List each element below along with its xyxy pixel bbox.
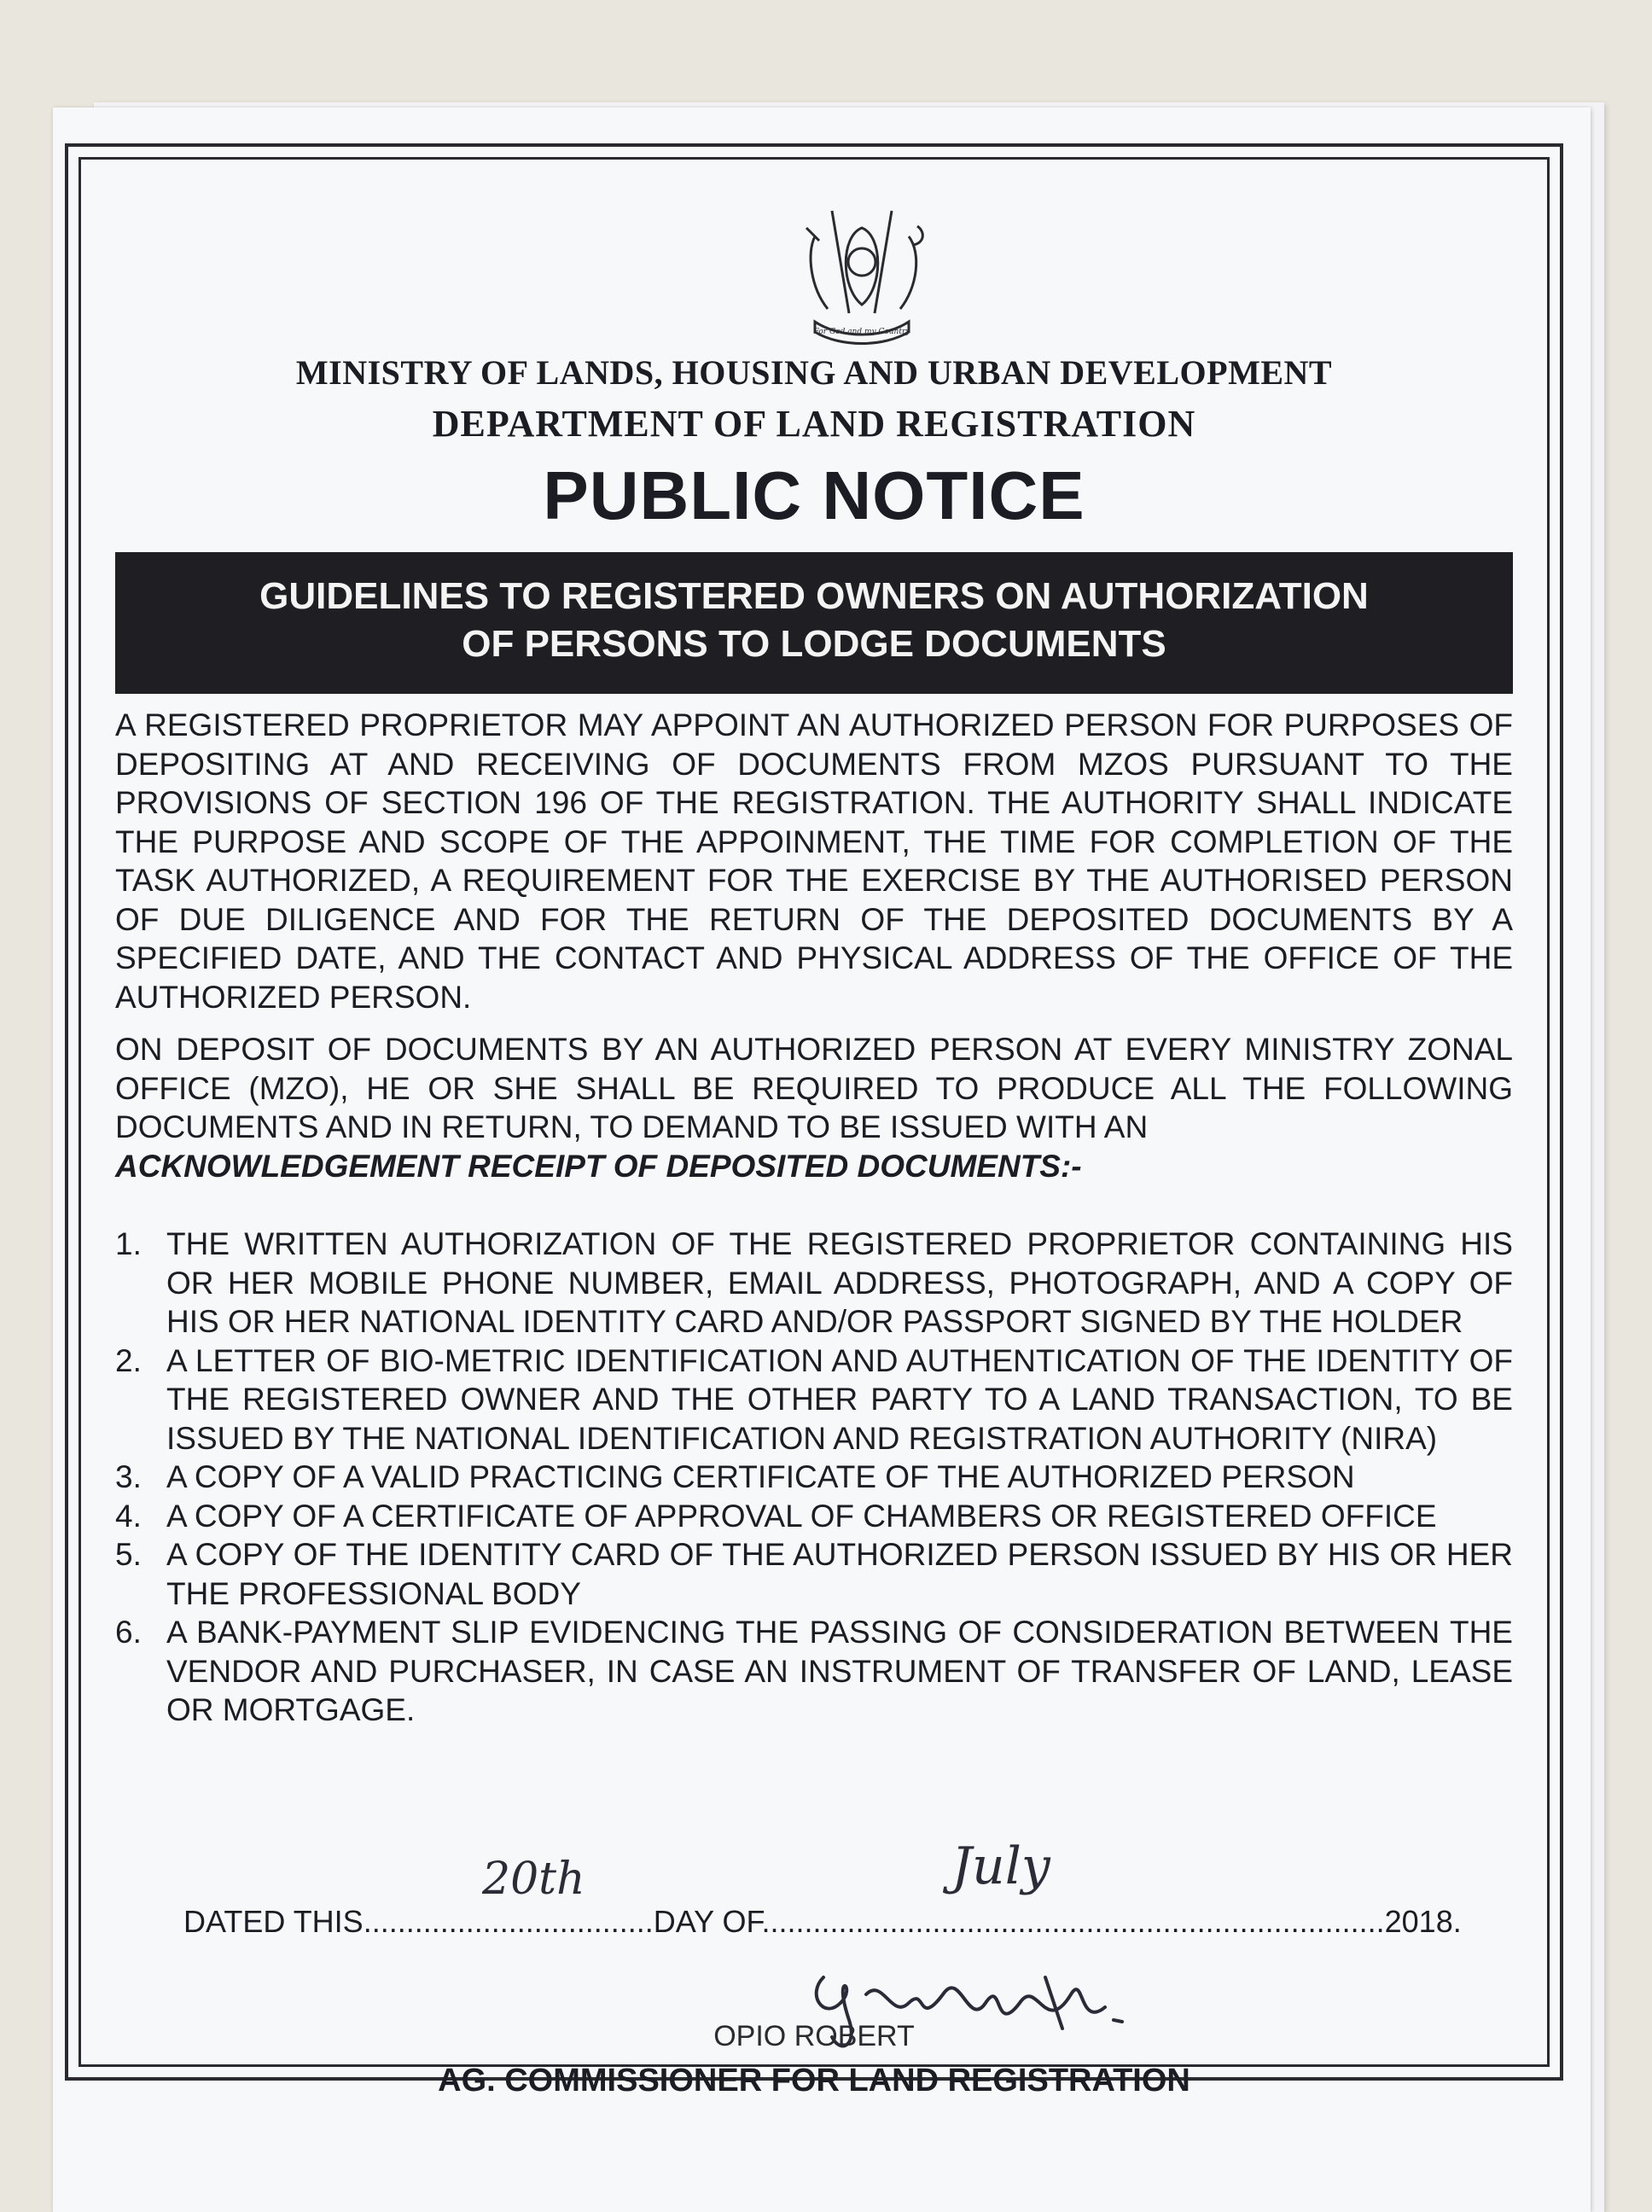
list-item <box>115 1458 1513 1497</box>
required-documents-list <box>115 1225 1513 1730</box>
list-item <box>115 1497 1513 1536</box>
coat-of-arms-icon <box>781 202 943 347</box>
list-item-number: 6. <box>115 1615 142 1650</box>
list-item-text: A COPY OF A VALID PRACTICING CERTIFICATE OF THE AUTHORIZED PERSON <box>166 1459 1355 1494</box>
notice-content <box>115 185 1513 2098</box>
list-item-text: A COPY OF A CERTIFICATE OF APPROVAL OF CHAMBERS OR REGISTERED OFFICE <box>166 1498 1437 1534</box>
list-item-number: 1. <box>115 1226 142 1261</box>
list-item-number: 4. <box>115 1498 142 1534</box>
dated-dots-month: ......................................................................... <box>761 1904 1385 1939</box>
notice-sheet <box>53 108 1591 2212</box>
list-item-number: 2. <box>115 1342 142 1378</box>
list-item <box>115 1342 1513 1458</box>
signer-title: AG. COMMISSIONER FOR LAND REGISTRATION <box>438 2063 1190 2098</box>
list-item-text: A COPY OF THE IDENTITY CARD OF THE AUTHORIZED PERSON ISSUED BY HIS OR HER THE PROFESSIONAL BODY <box>166 1537 1513 1611</box>
handwritten-month: July <box>951 1837 1050 1896</box>
list-item-number: 5. <box>115 1537 142 1572</box>
list-item-text: A LETTER OF BIO-METRIC IDENTIFICATION AND AUTHENTICATION OF THE IDENTITY OF THE REGISTERED OWNER AND THE OTHER PARTY TO A LAND TRANSACTION, TO BE ISSUED BY THE NATIONAL IDENTIFICATION AND REGISTRATION AUTHORITY (NIRA) <box>166 1342 1513 1456</box>
list-item-text: THE WRITTEN AUTHORIZATION OF THE REGISTERED PROPRIETOR CONTAINING HIS OR HER MOBILE PHONE NUMBER, EMAIL ADDRESS, PHOTOGRAPH, AND A COPY OF HIS OR HER NATIONAL IDENTITY CARD AND/OR PASSPORT SIGNED BY THE HOLDER <box>166 1226 1513 1339</box>
dated-year: 2018. <box>1384 1904 1462 1939</box>
banner-line-1: GUIDELINES TO REGISTERED OWNERS ON AUTHORIZATION <box>259 575 1369 617</box>
list-item <box>115 1225 1513 1342</box>
paragraph-deposit-text: ON DEPOSIT OF DOCUMENTS BY AN AUTHORIZED PERSON AT EVERY MINISTRY ZONAL OFFICE (MZO), HE OR SHE SHALL BE REQUIRED TO PRODUCE ALL THE FOLLOWING DOCUMENTS AND IN RETURN, TO DEMAND TO BE ISSUED WITH AN <box>115 1032 1513 1144</box>
paragraph-appointment: A REGISTERED PROPRIETOR MAY APPOINT AN AUTHORIZED PERSON FOR PURPOSES OF DEPOSITING AT AND RECEIVING OF DOCUMENTS FROM MZOS PURSUANT TO THE PROVISIONS OF SECTION 196 OF THE REGISTRATION. THE AUTHORITY SHALL INDICATE THE PURPOSE AND SCOPE OF THE APPOINMENT, THE TIME FOR COMPLETION OF THE TASK AUTHORIZED, A REQUIREMENT FOR THE EXERCISE BY THE AUTHORISED PERSON OF DUE DILIGENCE AND FOR THE RETURN OF THE DEPOSITED DOCUMENTS BY A SPECIFIED DATE, AND THE CONTACT AND PHYSICAL ADDRESS OF THE OFFICE OF THE AUTHORIZED PERSON. <box>115 707 1513 1015</box>
paragraph-deposit <box>115 1030 1513 1185</box>
inner-border <box>79 157 1550 2098</box>
guidelines-banner <box>115 552 1513 694</box>
public-notice-title: PUBLIC NOTICE <box>543 457 1085 533</box>
ministry-heading: MINISTRY OF LANDS, HOUSING AND URBAN DEVELOPMENT <box>295 353 1333 392</box>
list-item-number: 3. <box>115 1459 142 1494</box>
list-item <box>115 1613 1513 1730</box>
department-heading: DEPARTMENT OF LAND REGISTRATION <box>432 403 1196 445</box>
banner-line-2: OF PERSONS TO LODGE DOCUMENTS <box>462 623 1166 665</box>
dated-line <box>183 1904 1462 1940</box>
list-item <box>115 1535 1513 1613</box>
dated-middle: DAY OF <box>653 1904 762 1939</box>
signer-name: OPIO ROBERT <box>713 2020 915 2052</box>
emblem-motto: For God and my Country <box>813 328 910 336</box>
handwritten-day: 20th <box>482 1854 585 1905</box>
dated-prefix: DATED THIS <box>183 1904 364 1939</box>
outer-border <box>65 143 1563 2098</box>
list-item-text: A BANK-PAYMENT SLIP EVIDENCING THE PASSING OF CONSIDERATION BETWEEN THE VENDOR AND PURCHASER, IN CASE AN INSTRUMENT OF TRANSFER OF LAND, LEASE OR MORTGAGE. <box>166 1615 1513 1727</box>
dated-dots-day: .................................. <box>363 1904 654 1939</box>
acknowledgement-receipt-heading: ACKNOWLEDGEMENT RECEIPT OF DEPOSITED DOCUMENTS:- <box>115 1148 1082 1184</box>
